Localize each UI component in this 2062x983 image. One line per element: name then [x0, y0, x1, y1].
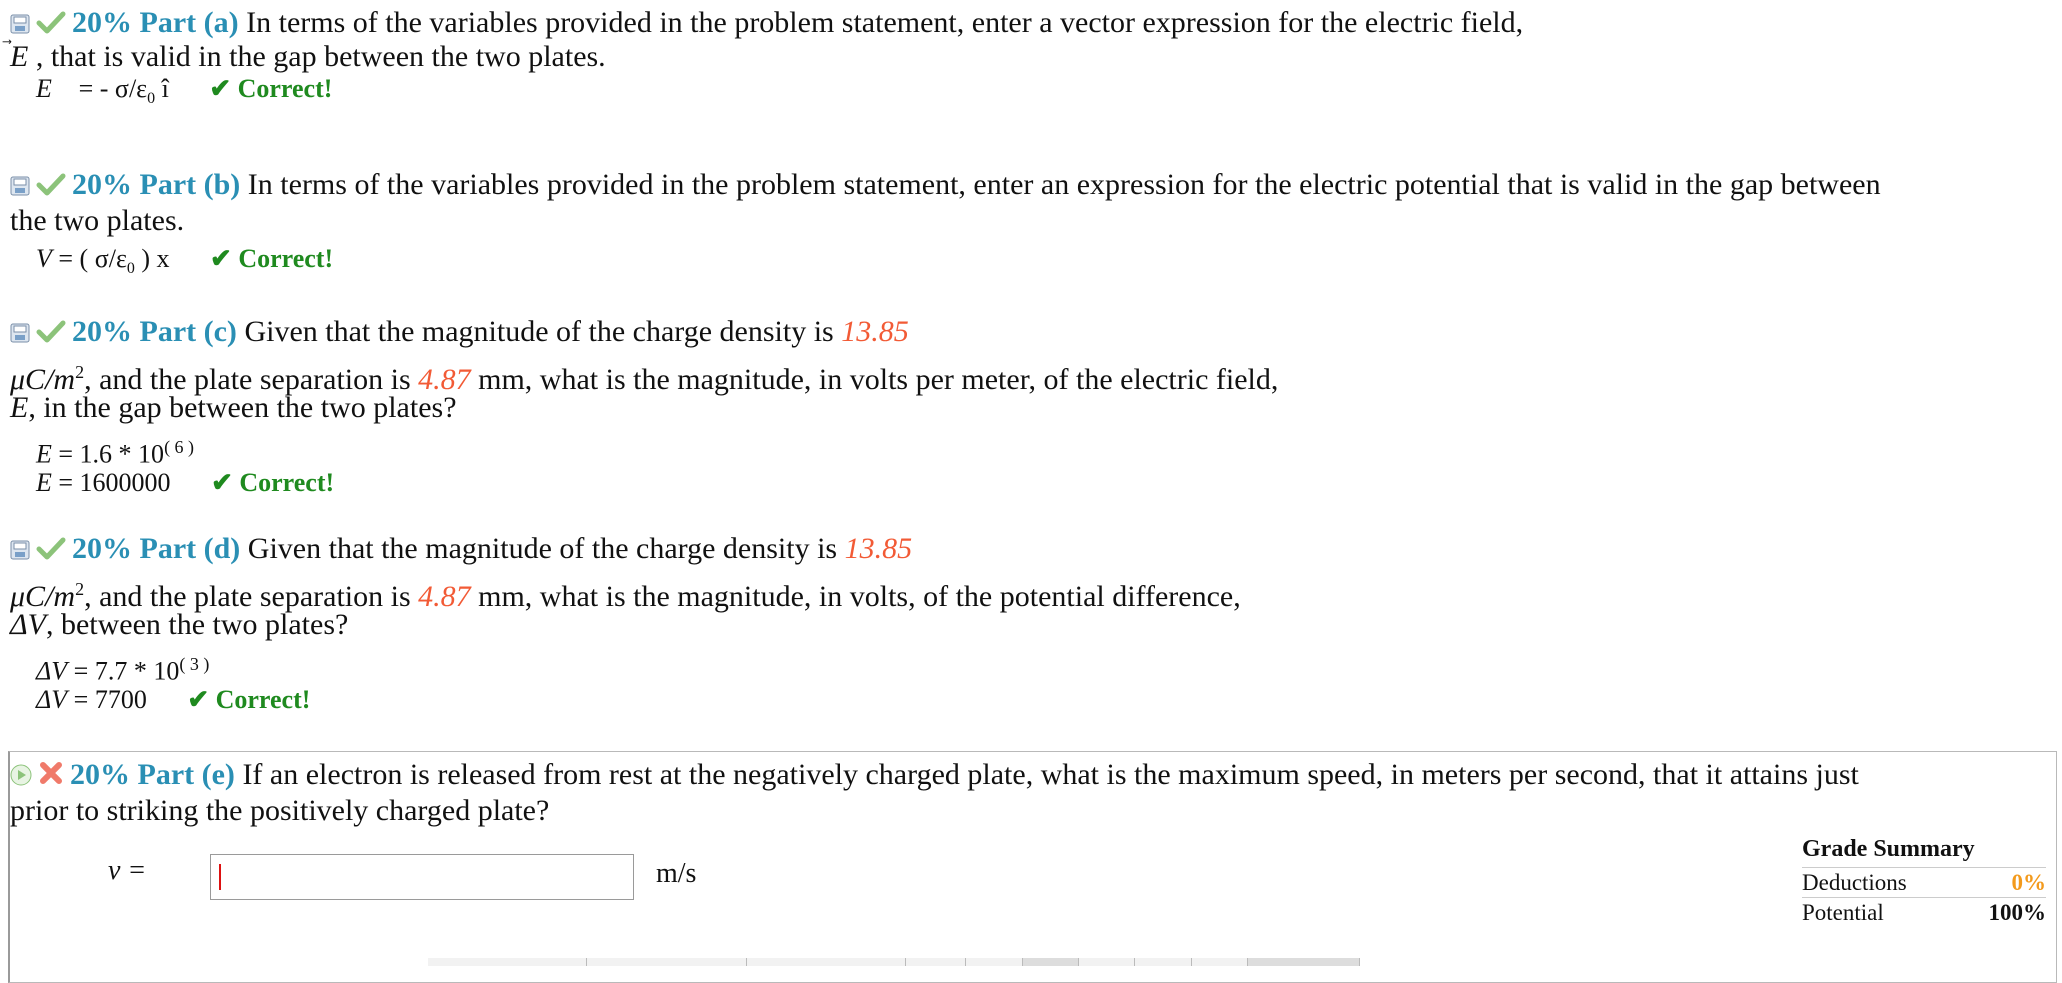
potential-row: Potential 100% [1802, 897, 2046, 927]
x-icon [38, 758, 64, 796]
check-icon [36, 315, 66, 353]
part-label: Part (e) [137, 758, 235, 791]
toolbar-button[interactable] [906, 958, 966, 966]
part-d-answer-1: $\Delta V = 7.7 * 10^{( 3 )}$ [36, 654, 210, 686]
correct-badge: ✔ Correct! [211, 468, 335, 497]
toolbar-button[interactable] [1248, 958, 1360, 966]
part-label: Part (d) [139, 532, 241, 565]
toolbar-button[interactable] [1135, 958, 1191, 966]
question-text: In terms of the variables provided in the problem statement, enter a vector expression for the electric field, [246, 6, 1524, 39]
question-text: Given that the magnitude of the charge density is [247, 532, 838, 565]
answer-unit: m/s [656, 858, 697, 889]
speed-answer-input[interactable] [210, 854, 634, 900]
check-icon [36, 532, 66, 570]
text-cursor [219, 864, 221, 890]
part-label: Part (b) [139, 168, 241, 201]
part-label: Part (a) [139, 6, 239, 39]
question-text: If an electron is released from rest at the negatively charged plate, what is the maximum speed, in meters per second, that it attains just [242, 758, 1859, 791]
correct-badge: ✔ Correct! [209, 74, 333, 103]
answer-input-label: v = [108, 855, 147, 886]
check-icon [36, 168, 66, 206]
toolbar-button[interactable] [1079, 958, 1135, 966]
part-c-line3: E, in the gap between the two plates? [10, 391, 457, 424]
play-icon[interactable] [10, 758, 32, 796]
toolbar-button[interactable] [747, 958, 906, 966]
part-b-line1 [10, 166, 1881, 206]
part-weight: 20% [72, 532, 132, 565]
part-c-answer-2: E = 1600000 ✔ Correct! [36, 468, 335, 497]
separation-value: 4.87 [418, 580, 471, 613]
part-weight: 20% [72, 6, 132, 39]
toolbar-button[interactable] [1023, 958, 1079, 966]
grade-summary [1802, 836, 2046, 927]
correct-badge: ✔ Correct! [210, 244, 334, 273]
part-d-answer-2: ΔV = 7700 ✔ Correct! [36, 685, 311, 714]
charge-density-value: 13.85 [844, 532, 913, 565]
part-c-line1 [10, 313, 909, 353]
deductions-value: 0% [2011, 870, 2046, 895]
correct-badge: ✔ Correct! [187, 685, 311, 714]
question-text: , that is valid in the gap between the two plates. [35, 40, 606, 73]
part-d-line2: $\mu C/m^2$, and the plate separation is 4.87 mm, what is the magnitude, in volts, of the potential difference, [10, 579, 1241, 613]
part-d-line1 [10, 530, 912, 570]
question-text: Given that the magnitude of the charge density is [244, 315, 834, 348]
part-e-line1 [10, 756, 1859, 796]
part-c-answer-1: $E = 1.6 * 10^{( 6 )}$ [36, 437, 195, 469]
toolbar-button[interactable] [587, 958, 746, 966]
part-c-line2: $\mu C/m^2$, and the plate separation is 4.87 mm, what is the magnitude, in volts per meter, of the electric field, [10, 362, 1279, 396]
toolbar-button[interactable] [428, 958, 587, 966]
part-b-line2: the two plates. [10, 204, 185, 237]
deductions-row: Deductions 0% [1802, 867, 2046, 897]
part-weight: 20% [72, 168, 132, 201]
question-text: In terms of the variables provided in the problem statement, enter an expression for the electric potential that is valid in the gap between [247, 168, 1881, 201]
potential-value: 100% [1988, 900, 2046, 925]
part-a-answer: E⃗ = - $\sigma/\varepsilon_0$ î ✔ Correct! [36, 74, 333, 108]
part-a-line2 [10, 38, 606, 76]
part-b-answer: V = ( $\sigma/\varepsilon_0$ ) x ✔ Correct! [36, 244, 334, 278]
grade-summary-title: Grade Summary [1802, 836, 1975, 862]
part-e-line2: prior to striking the positively charged plate? [10, 794, 550, 827]
vector-e: E [10, 40, 29, 73]
save-icon[interactable] [10, 315, 30, 353]
save-icon[interactable] [10, 532, 30, 570]
part-weight: 20% [70, 758, 130, 791]
part-d-line3: ΔV, between the two plates? [10, 608, 349, 641]
separation-value: 4.87 [418, 363, 471, 396]
toolbar-button[interactable] [1192, 958, 1248, 966]
toolbar-button[interactable] [966, 958, 1022, 966]
save-icon[interactable] [10, 168, 30, 206]
charge-density-value: 13.85 [841, 315, 909, 348]
part-label: Part (c) [139, 315, 237, 348]
keypad-toolbar [428, 958, 1360, 966]
part-weight: 20% [72, 315, 132, 348]
